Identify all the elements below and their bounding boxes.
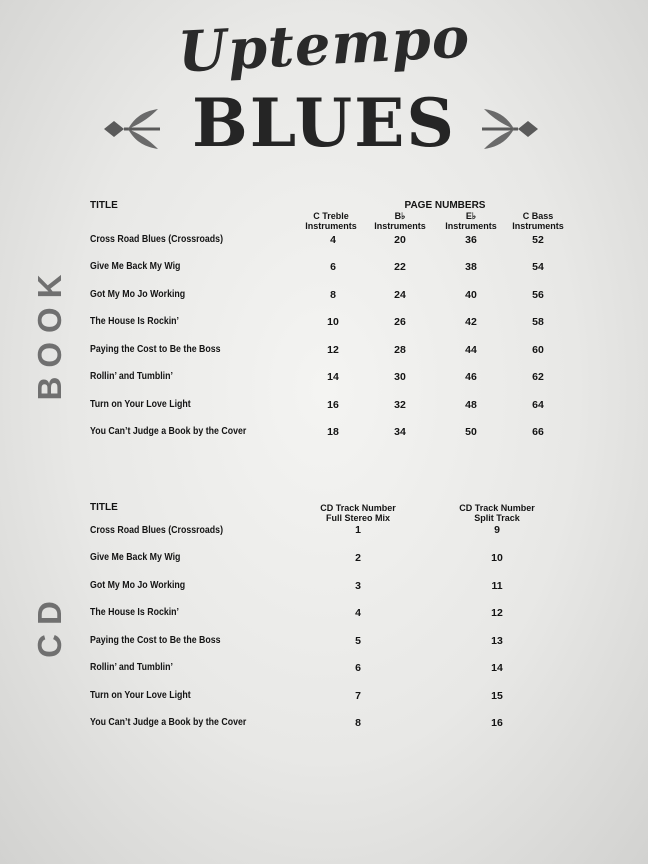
track-number: 7 bbox=[355, 690, 361, 702]
ornament-right-icon bbox=[480, 107, 538, 151]
track-number: 16 bbox=[491, 717, 503, 729]
track-number: 3 bbox=[355, 580, 361, 592]
page-number: 26 bbox=[394, 316, 406, 328]
track-number: 15 bbox=[491, 690, 503, 702]
cd-col-header-split-track: CD Track Number Split Track bbox=[459, 503, 535, 523]
page-number: 10 bbox=[327, 316, 339, 328]
cd-song-title: Turn on Your Love Light bbox=[90, 690, 191, 701]
book-song-title: Paying the Cost to Be the Boss bbox=[90, 344, 221, 355]
cd-song-title: Paying the Cost to Be the Boss bbox=[90, 635, 221, 646]
cd-song-title: Got My Mo Jo Working bbox=[90, 580, 186, 591]
page-number: 60 bbox=[532, 344, 544, 356]
page-number: 32 bbox=[394, 399, 406, 411]
page-number: 50 bbox=[465, 426, 477, 438]
track-number: 4 bbox=[355, 607, 361, 619]
page-number: 18 bbox=[327, 426, 339, 438]
page-number: 56 bbox=[532, 289, 544, 301]
page-number: 28 bbox=[394, 344, 406, 356]
page-number: 24 bbox=[394, 289, 406, 301]
cd-title-header: TITLE bbox=[90, 502, 118, 513]
page-number: 30 bbox=[394, 371, 406, 383]
book-song-title: Cross Road Blues (Crossroads) bbox=[90, 234, 224, 245]
logo bbox=[100, 4, 548, 162]
page-number: 14 bbox=[327, 371, 339, 383]
logo-script-text: Uptempo bbox=[176, 4, 472, 86]
page-number: 6 bbox=[330, 261, 336, 273]
track-number: 5 bbox=[355, 635, 361, 647]
page-number: 52 bbox=[532, 234, 544, 246]
page-number: 20 bbox=[394, 234, 406, 246]
track-number: 1 bbox=[355, 524, 361, 536]
page-number: 12 bbox=[327, 344, 339, 356]
page-number: 62 bbox=[532, 371, 544, 383]
book-song-title: Rollin’ and Tumblin’ bbox=[90, 371, 173, 382]
book-song-title: You Can’t Judge a Book by the Cover bbox=[90, 426, 247, 437]
book-title-header: TITLE bbox=[90, 200, 118, 211]
book-song-title: Give Me Back My Wig bbox=[90, 261, 181, 272]
track-number: 14 bbox=[491, 662, 503, 674]
page-number: 54 bbox=[532, 261, 544, 273]
track-number: 11 bbox=[491, 580, 503, 592]
page-number: 4 bbox=[330, 234, 336, 246]
track-number: 8 bbox=[355, 717, 361, 729]
page-number: 66 bbox=[532, 426, 544, 438]
cd-side-label: CD bbox=[31, 592, 68, 658]
track-number: 10 bbox=[491, 552, 503, 564]
book-song-title: Got My Mo Jo Working bbox=[90, 289, 186, 300]
book-col-header-c-bass: C Bass Instruments bbox=[512, 211, 564, 231]
page-number: 22 bbox=[394, 261, 406, 273]
logo-block-text: BLUES bbox=[191, 84, 457, 162]
track-number: 6 bbox=[355, 662, 361, 674]
page-number: 38 bbox=[465, 261, 477, 273]
page-number: 48 bbox=[465, 399, 477, 411]
page-number: 44 bbox=[465, 344, 477, 356]
book-page-numbers-header: PAGE NUMBERS bbox=[404, 200, 486, 211]
book-song-title: The House Is Rockin’ bbox=[90, 316, 180, 327]
cd-song-title: Give Me Back My Wig bbox=[90, 552, 181, 563]
page-number: 34 bbox=[394, 426, 406, 438]
track-number: 12 bbox=[491, 607, 503, 619]
cd-song-title: Cross Road Blues (Crossroads) bbox=[90, 525, 224, 536]
book-song-title: Turn on Your Love Light bbox=[90, 399, 191, 410]
page-number: 42 bbox=[465, 316, 477, 328]
page-number: 46 bbox=[465, 371, 477, 383]
book-col-header-c-treble: C Treble Instruments bbox=[305, 211, 357, 231]
track-number: 2 bbox=[355, 552, 361, 564]
track-number: 13 bbox=[491, 635, 503, 647]
page-number: 64 bbox=[532, 399, 544, 411]
cd-song-title: Rollin’ and Tumblin’ bbox=[90, 662, 173, 673]
page-number: 58 bbox=[532, 316, 544, 328]
page-number: 36 bbox=[465, 234, 477, 246]
book-col-header-b-flat: B♭ Instruments bbox=[374, 211, 426, 231]
page-number: 16 bbox=[327, 399, 339, 411]
page-number: 8 bbox=[330, 289, 336, 301]
book-side-label: BOOK bbox=[31, 265, 68, 401]
cd-song-title: You Can’t Judge a Book by the Cover bbox=[90, 717, 247, 728]
page-number: 40 bbox=[465, 289, 477, 301]
cd-col-header-full-stereo: CD Track Number Full Stereo Mix bbox=[320, 503, 396, 523]
cd-song-title: The House Is Rockin’ bbox=[90, 607, 180, 618]
track-number: 9 bbox=[494, 524, 500, 536]
book-col-header-e-flat: E♭ Instruments bbox=[445, 211, 497, 231]
